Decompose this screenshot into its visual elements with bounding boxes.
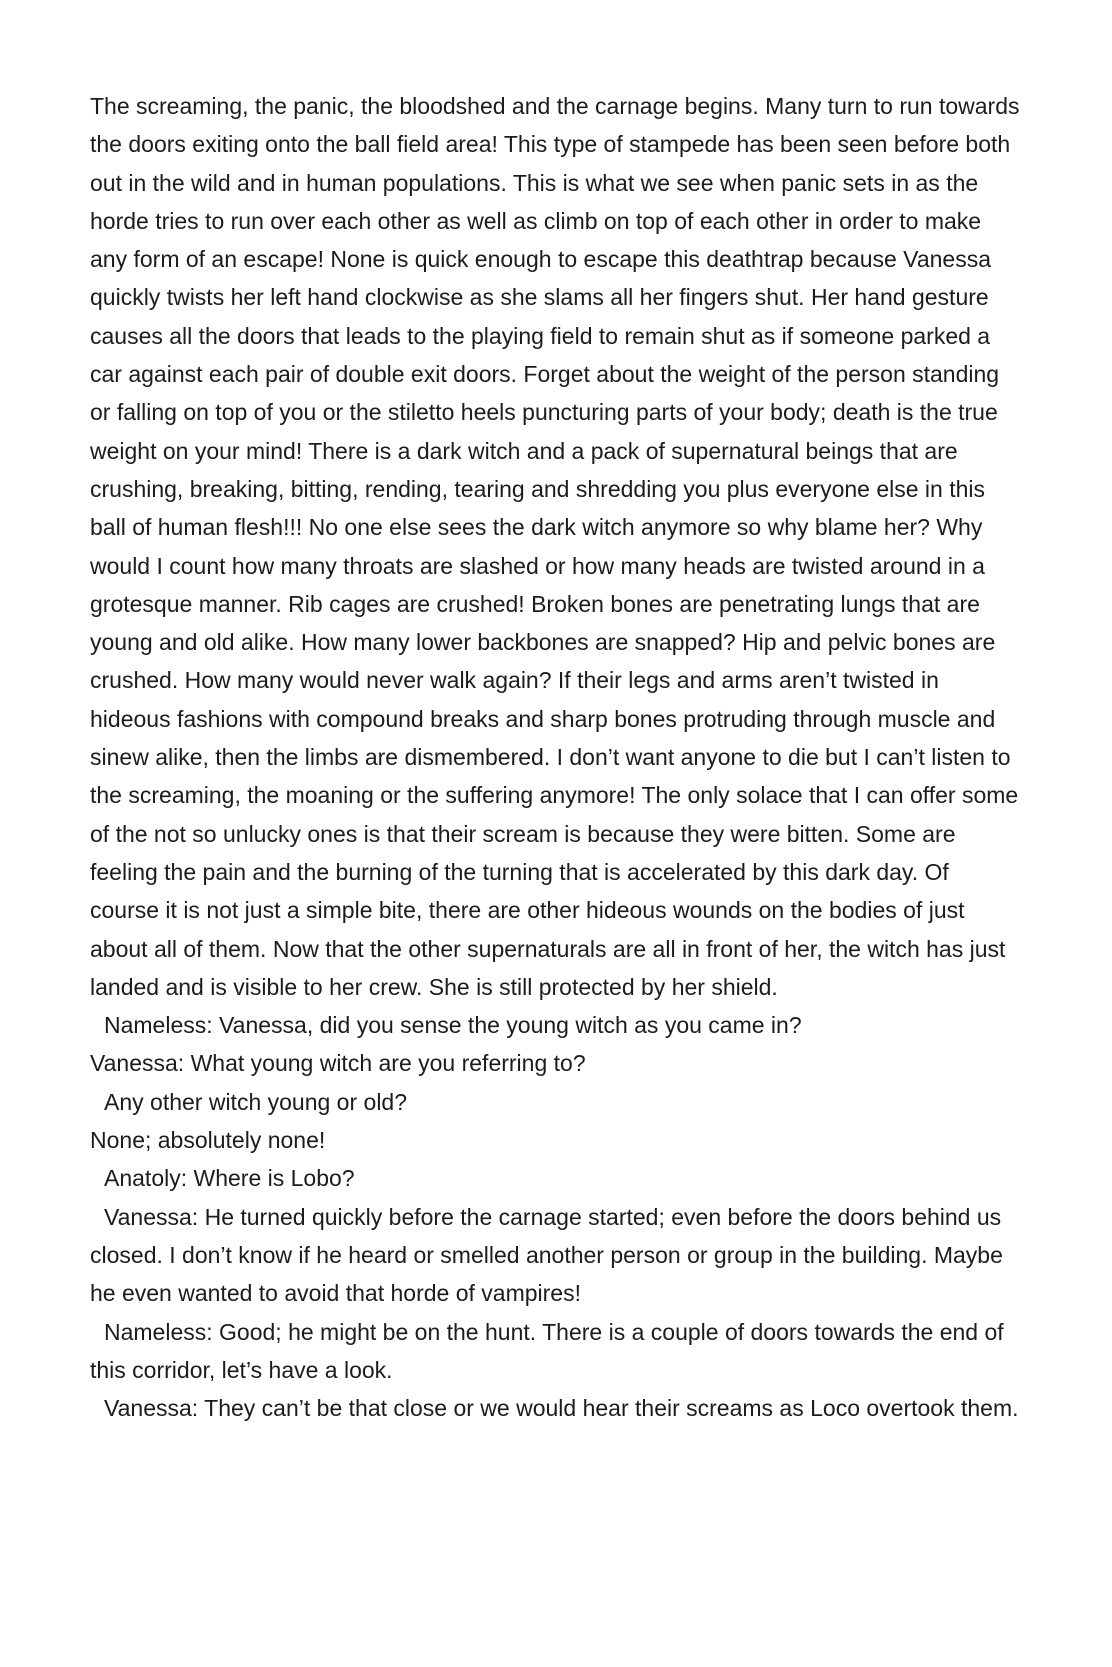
- dialogue-line-question: Any other witch young or old?: [104, 1088, 408, 1115]
- dialogue-line-vanessa-lobo: Vanessa: He turned quickly before the carnage started; even before the doors behind us closed. I don’t know if he heard or smelled another person or group in the building. Maybe he even wanted to avoid that horde of vampires!: [90, 1203, 1003, 1307]
- page-body: [90, 87, 1020, 1427]
- dialogue-line-vanessa-screams: Vanessa: They can’t be that close or we would hear their screams as Loco overtook them.: [104, 1395, 1019, 1422]
- dialogue-line-nameless: Nameless: Vanessa, did you sense the young witch as you came in?: [104, 1012, 802, 1039]
- dialogue-line-answer: None; absolutely none!: [90, 1127, 326, 1154]
- dialogue-line-vanessa: Vanessa: What young witch are you referring to?: [90, 1050, 586, 1077]
- narrative-paragraph: The screaming, the panic, the bloodshed and the carnage begins. Many turn to run towards the doors exiting onto the ball field area! This type of stampede has been seen before both out in the wild and in human populations. This is what we see when panic sets in as the horde tries to run over each other as well as climb on top of each other in order to make any form of an escape! None is quick enough to escape this deathtrap because Vanessa quickly twists her left hand clockwise as she slams all her fingers shut. Her hand gesture causes all the doors that leads to the playing field to remain shut as if someone parked a car against each pair of double exit doors. Forget about the weight of the person standing or falling on top of you or the stiletto heels puncturing parts of your body; death is the true weight on your mind! There is a dark witch and a pack of supernatural beings that are crushing, breaking, bitting, rending, tearing and shredding you plus everyone else in this ball of human flesh!!! No one else sees the dark witch anymore so why blame her? Why would I count how many throats are slashed or how many heads are twisted around in a grotesque manner. Rib cages are crushed! Broken bones are penetrating lungs that are young and old alike. How many lower backbones are snapped? Hip and pelvic bones are crushed. How many would never walk again? If their legs and arms aren’t twisted in hideous fashions with compound breaks and sharp bones protruding through muscle and sinew alike, then the limbs are dismembered. I don’t want anyone to die but I can’t listen to the screaming, the moaning or the suffering anymore! The only solace that I can offer some of the not so unlucky ones is that their scream is because they were bitten. Some are feeling the pain and the burning of the turning that is accelerated by this dark day. Of course it is not just a simple bite, there are other hideous wounds on the bodies of just about all of them. Now that the other supernaturals are all in front of her, the witch has just landed and is visible to her crew. She is still protected by her shield.: [90, 93, 1020, 1000]
- dialogue-line-nameless-hunt: Nameless: Good; he might be on the hunt. There is a couple of doors towards the end of this corridor, let’s have a look.: [90, 1318, 1004, 1383]
- dialogue-line-anatoly: Anatoly: Where is Lobo?: [104, 1165, 355, 1192]
